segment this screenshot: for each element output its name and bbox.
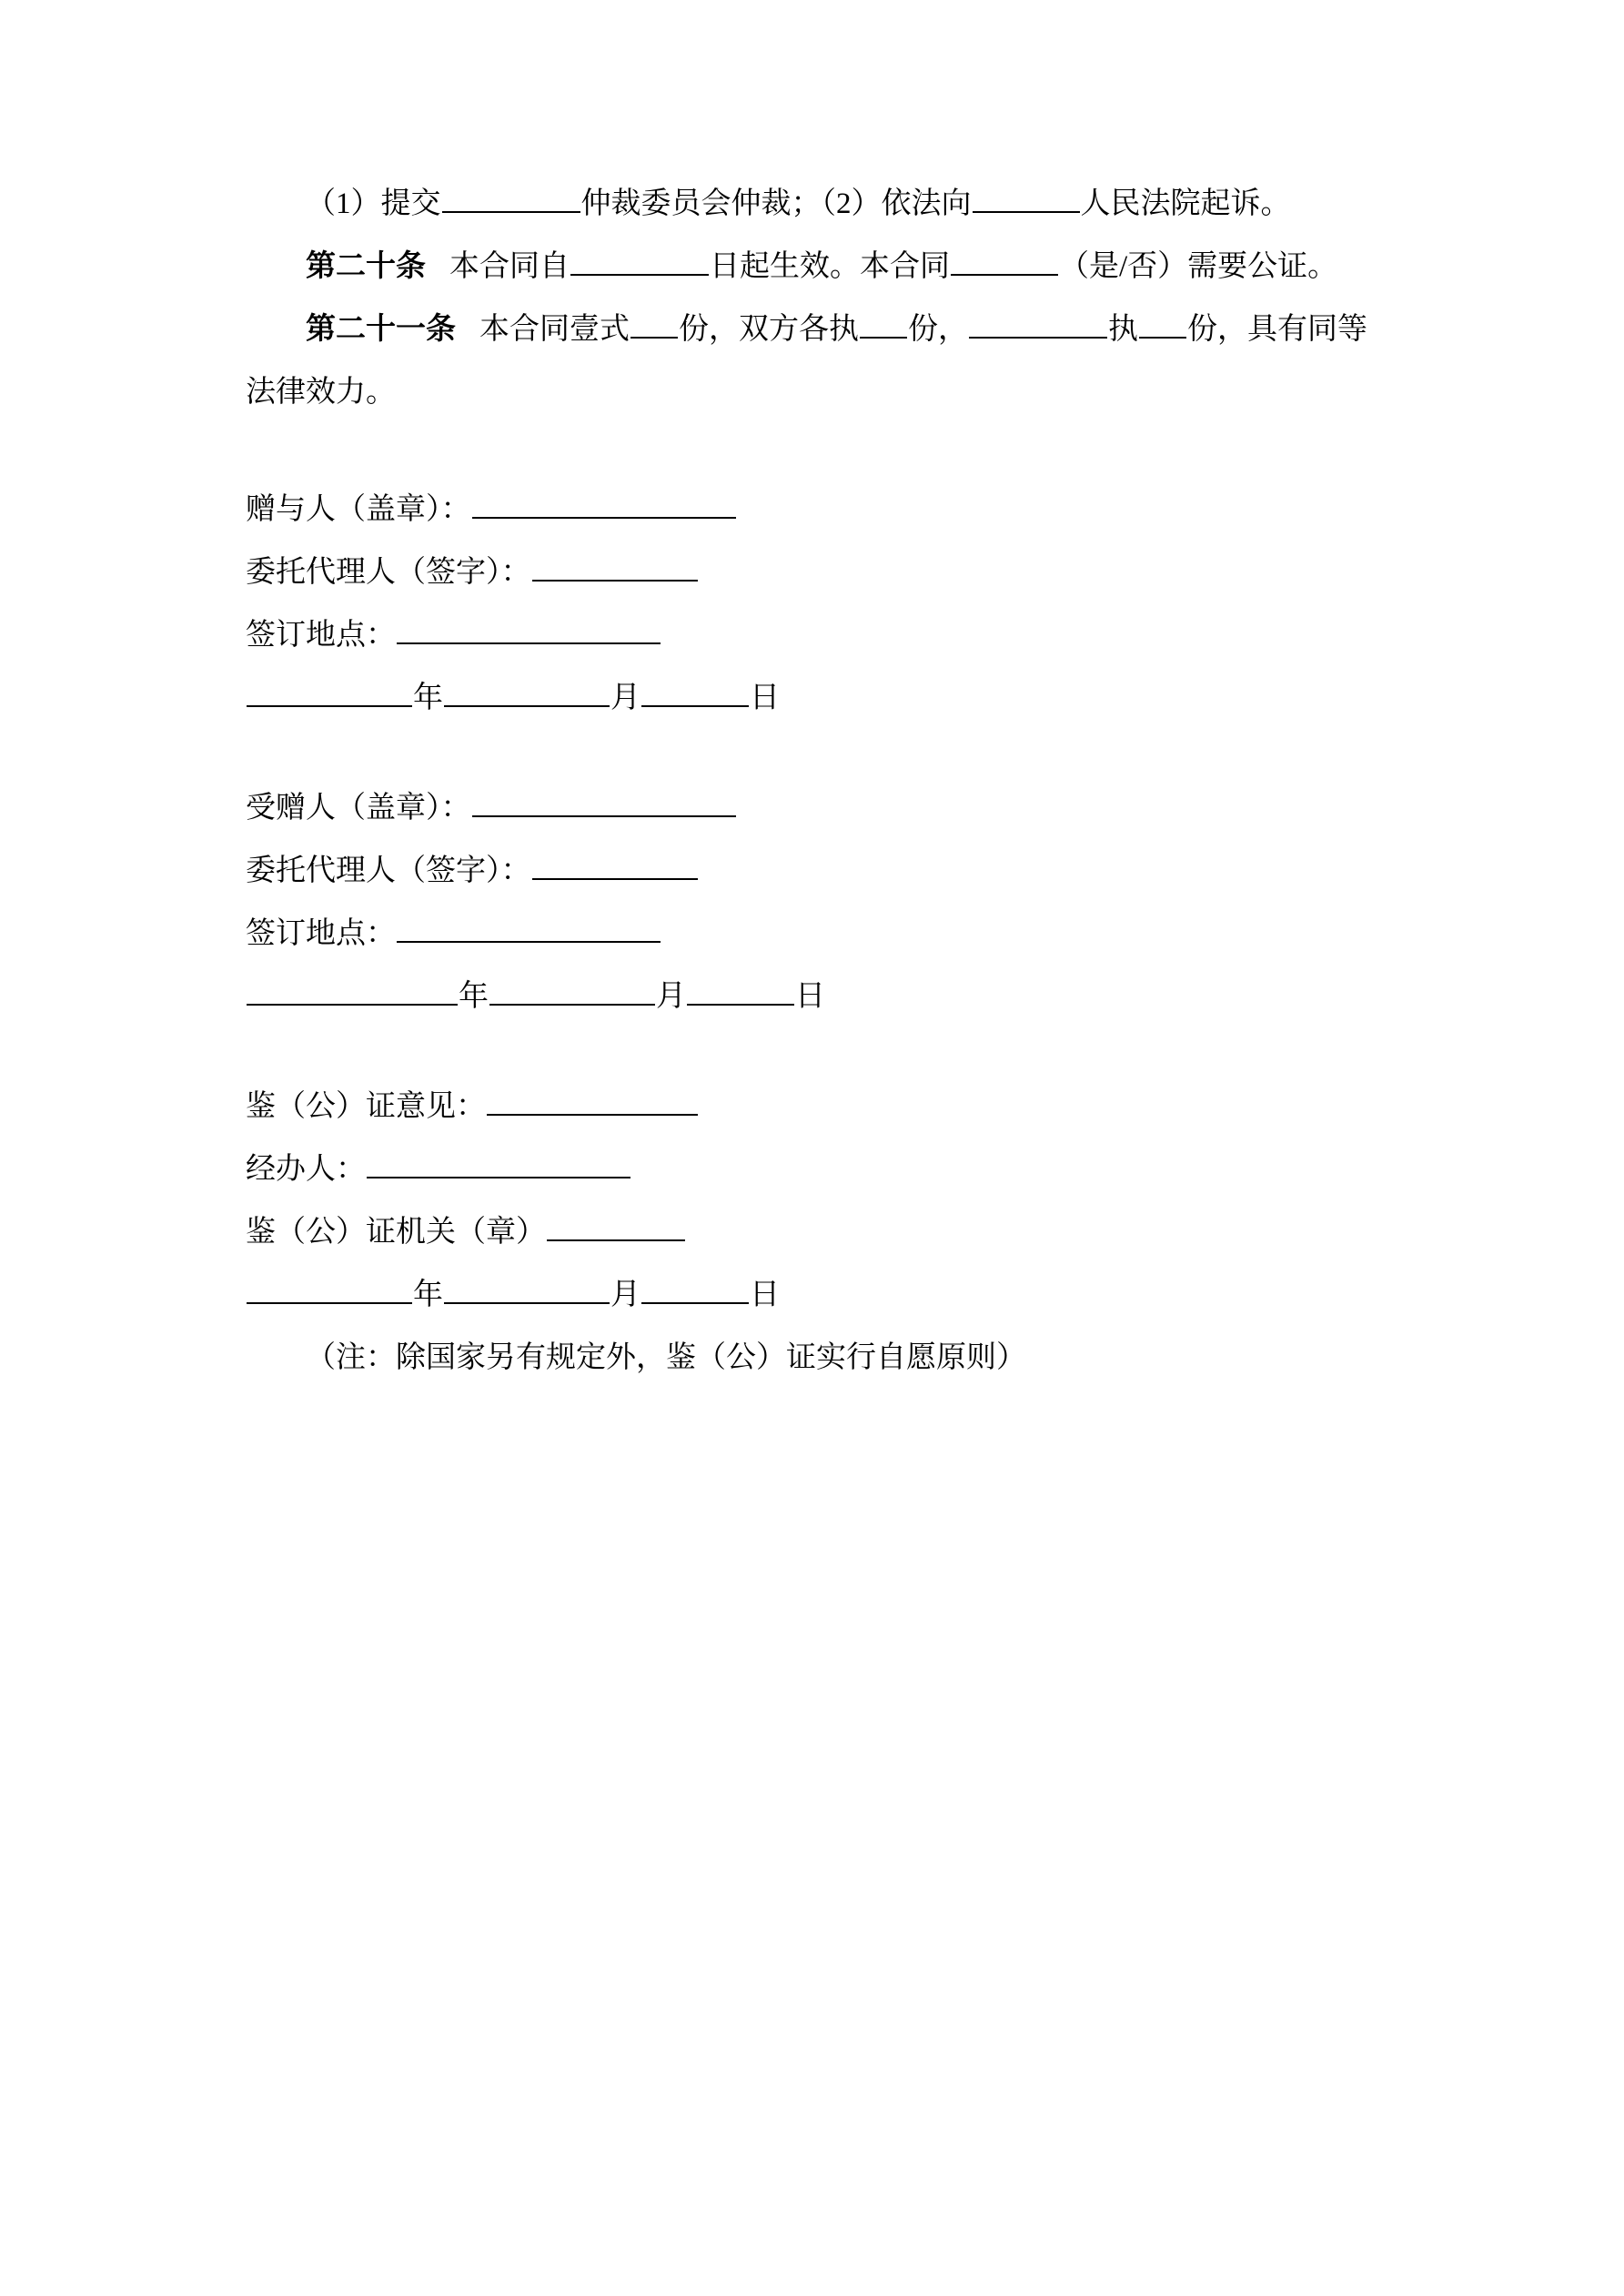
- notary-authority-label: 鉴（公）证机关（章）: [246, 1216, 546, 1249]
- donor-agent-label: 委托代理人（签字）：: [246, 556, 531, 589]
- fill-blank[interactable]: [570, 247, 709, 276]
- donee-year-blank[interactable]: [247, 976, 458, 1006]
- signature-block-notary: [246, 1076, 1378, 1327]
- notary-month-blank[interactable]: [444, 1275, 610, 1304]
- spacer-donor-donee: [246, 730, 1378, 777]
- notary-opinion-label: 鉴（公）证意见：: [246, 1090, 486, 1123]
- donor-place-blank[interactable]: [397, 615, 661, 644]
- clause-text: 份，双方各执: [679, 313, 859, 346]
- clause-text: 执: [1108, 313, 1138, 346]
- donor-place-label: 签订地点：: [246, 619, 396, 652]
- donee-place-label: 签订地点：: [246, 917, 396, 950]
- clause-article-twenty: [246, 236, 1378, 298]
- donee-place-line: [246, 903, 1378, 966]
- donee-date-line: [246, 966, 1378, 1028]
- clause-arbitration-options: [246, 173, 1378, 236]
- notary-officer-label: 经办人：: [246, 1153, 366, 1186]
- fill-blank[interactable]: [442, 184, 580, 213]
- notary-month-label: 月: [610, 1279, 641, 1311]
- donor-year-label: 年: [413, 682, 443, 714]
- notary-authority-blank[interactable]: [547, 1212, 685, 1241]
- donee-place-blank[interactable]: [397, 914, 661, 943]
- donor-agent-line: [246, 541, 1378, 604]
- fill-blank[interactable]: [1139, 309, 1186, 339]
- donee-seal-label: 受赠人（盖章）：: [246, 792, 471, 824]
- clause-article-twentyone: [246, 298, 1378, 424]
- donee-agent-blank[interactable]: [532, 851, 698, 880]
- donee-seal-line: [246, 777, 1378, 840]
- notary-year-blank[interactable]: [247, 1275, 412, 1304]
- donee-agent-line: [246, 840, 1378, 903]
- notary-year-label: 年: [413, 1279, 443, 1311]
- donor-place-line: [246, 604, 1378, 667]
- fill-blank[interactable]: [951, 247, 1058, 276]
- notary-authority-line: [246, 1201, 1378, 1264]
- clause-section: [246, 173, 1378, 424]
- clause-text: 日起生效。本合同: [710, 250, 950, 283]
- clause-label: 第二十一条: [306, 313, 456, 346]
- donee-seal-blank[interactable]: [472, 788, 736, 817]
- donor-day-blank[interactable]: [641, 678, 749, 707]
- clause-text: 仲裁委员会仲裁；（2）依法向: [580, 187, 972, 220]
- notary-day-label: 日: [750, 1279, 780, 1311]
- clause-text: 本合同壹式: [479, 313, 630, 346]
- clause-label: 第二十条: [306, 250, 426, 283]
- donor-month-label: 月: [610, 682, 641, 714]
- donor-seal-label: 赠与人（盖章）：: [246, 493, 471, 526]
- donor-seal-blank[interactable]: [472, 490, 736, 519]
- donee-agent-label: 委托代理人（签字）：: [246, 855, 531, 887]
- clause-text: 人民法院起诉。: [1080, 187, 1291, 220]
- donee-day-label: 日: [795, 980, 825, 1013]
- donor-date-line: [246, 667, 1378, 730]
- notary-date-line: [246, 1264, 1378, 1327]
- donor-day-label: 日: [750, 682, 780, 714]
- donor-agent-blank[interactable]: [532, 552, 698, 582]
- fill-blank[interactable]: [630, 309, 678, 339]
- donor-year-blank[interactable]: [247, 678, 412, 707]
- clause-text: （1）提交: [306, 187, 441, 220]
- donee-year-label: 年: [459, 980, 489, 1013]
- fill-blank[interactable]: [973, 184, 1080, 213]
- notary-officer-line: [246, 1138, 1378, 1201]
- notary-day-blank[interactable]: [641, 1275, 749, 1304]
- clause-text: （是/否）需要公证。: [1059, 250, 1338, 283]
- signature-block-donee: [246, 777, 1378, 1028]
- notary-opinion-blank[interactable]: [487, 1087, 698, 1116]
- signature-block-donor: [246, 479, 1378, 730]
- donor-seal-line: [246, 479, 1378, 541]
- footnote: （注：除国家另有规定外，鉴（公）证实行自愿原则）: [306, 1341, 1026, 1374]
- fill-blank[interactable]: [969, 309, 1107, 339]
- fill-blank[interactable]: [860, 309, 907, 339]
- donee-day-blank[interactable]: [687, 976, 794, 1006]
- donor-month-blank[interactable]: [444, 678, 610, 707]
- donee-month-blank[interactable]: [489, 976, 655, 1006]
- clause-text: 份，具有同等法律效力。: [246, 313, 1367, 409]
- spacer-donee-notary: [246, 1028, 1378, 1076]
- clause-text: 份，: [908, 313, 968, 346]
- donee-month-label: 月: [656, 980, 686, 1013]
- clause-text: 本合同自: [449, 250, 570, 283]
- notary-opinion-line: [246, 1076, 1378, 1138]
- notary-officer-blank[interactable]: [367, 1149, 630, 1178]
